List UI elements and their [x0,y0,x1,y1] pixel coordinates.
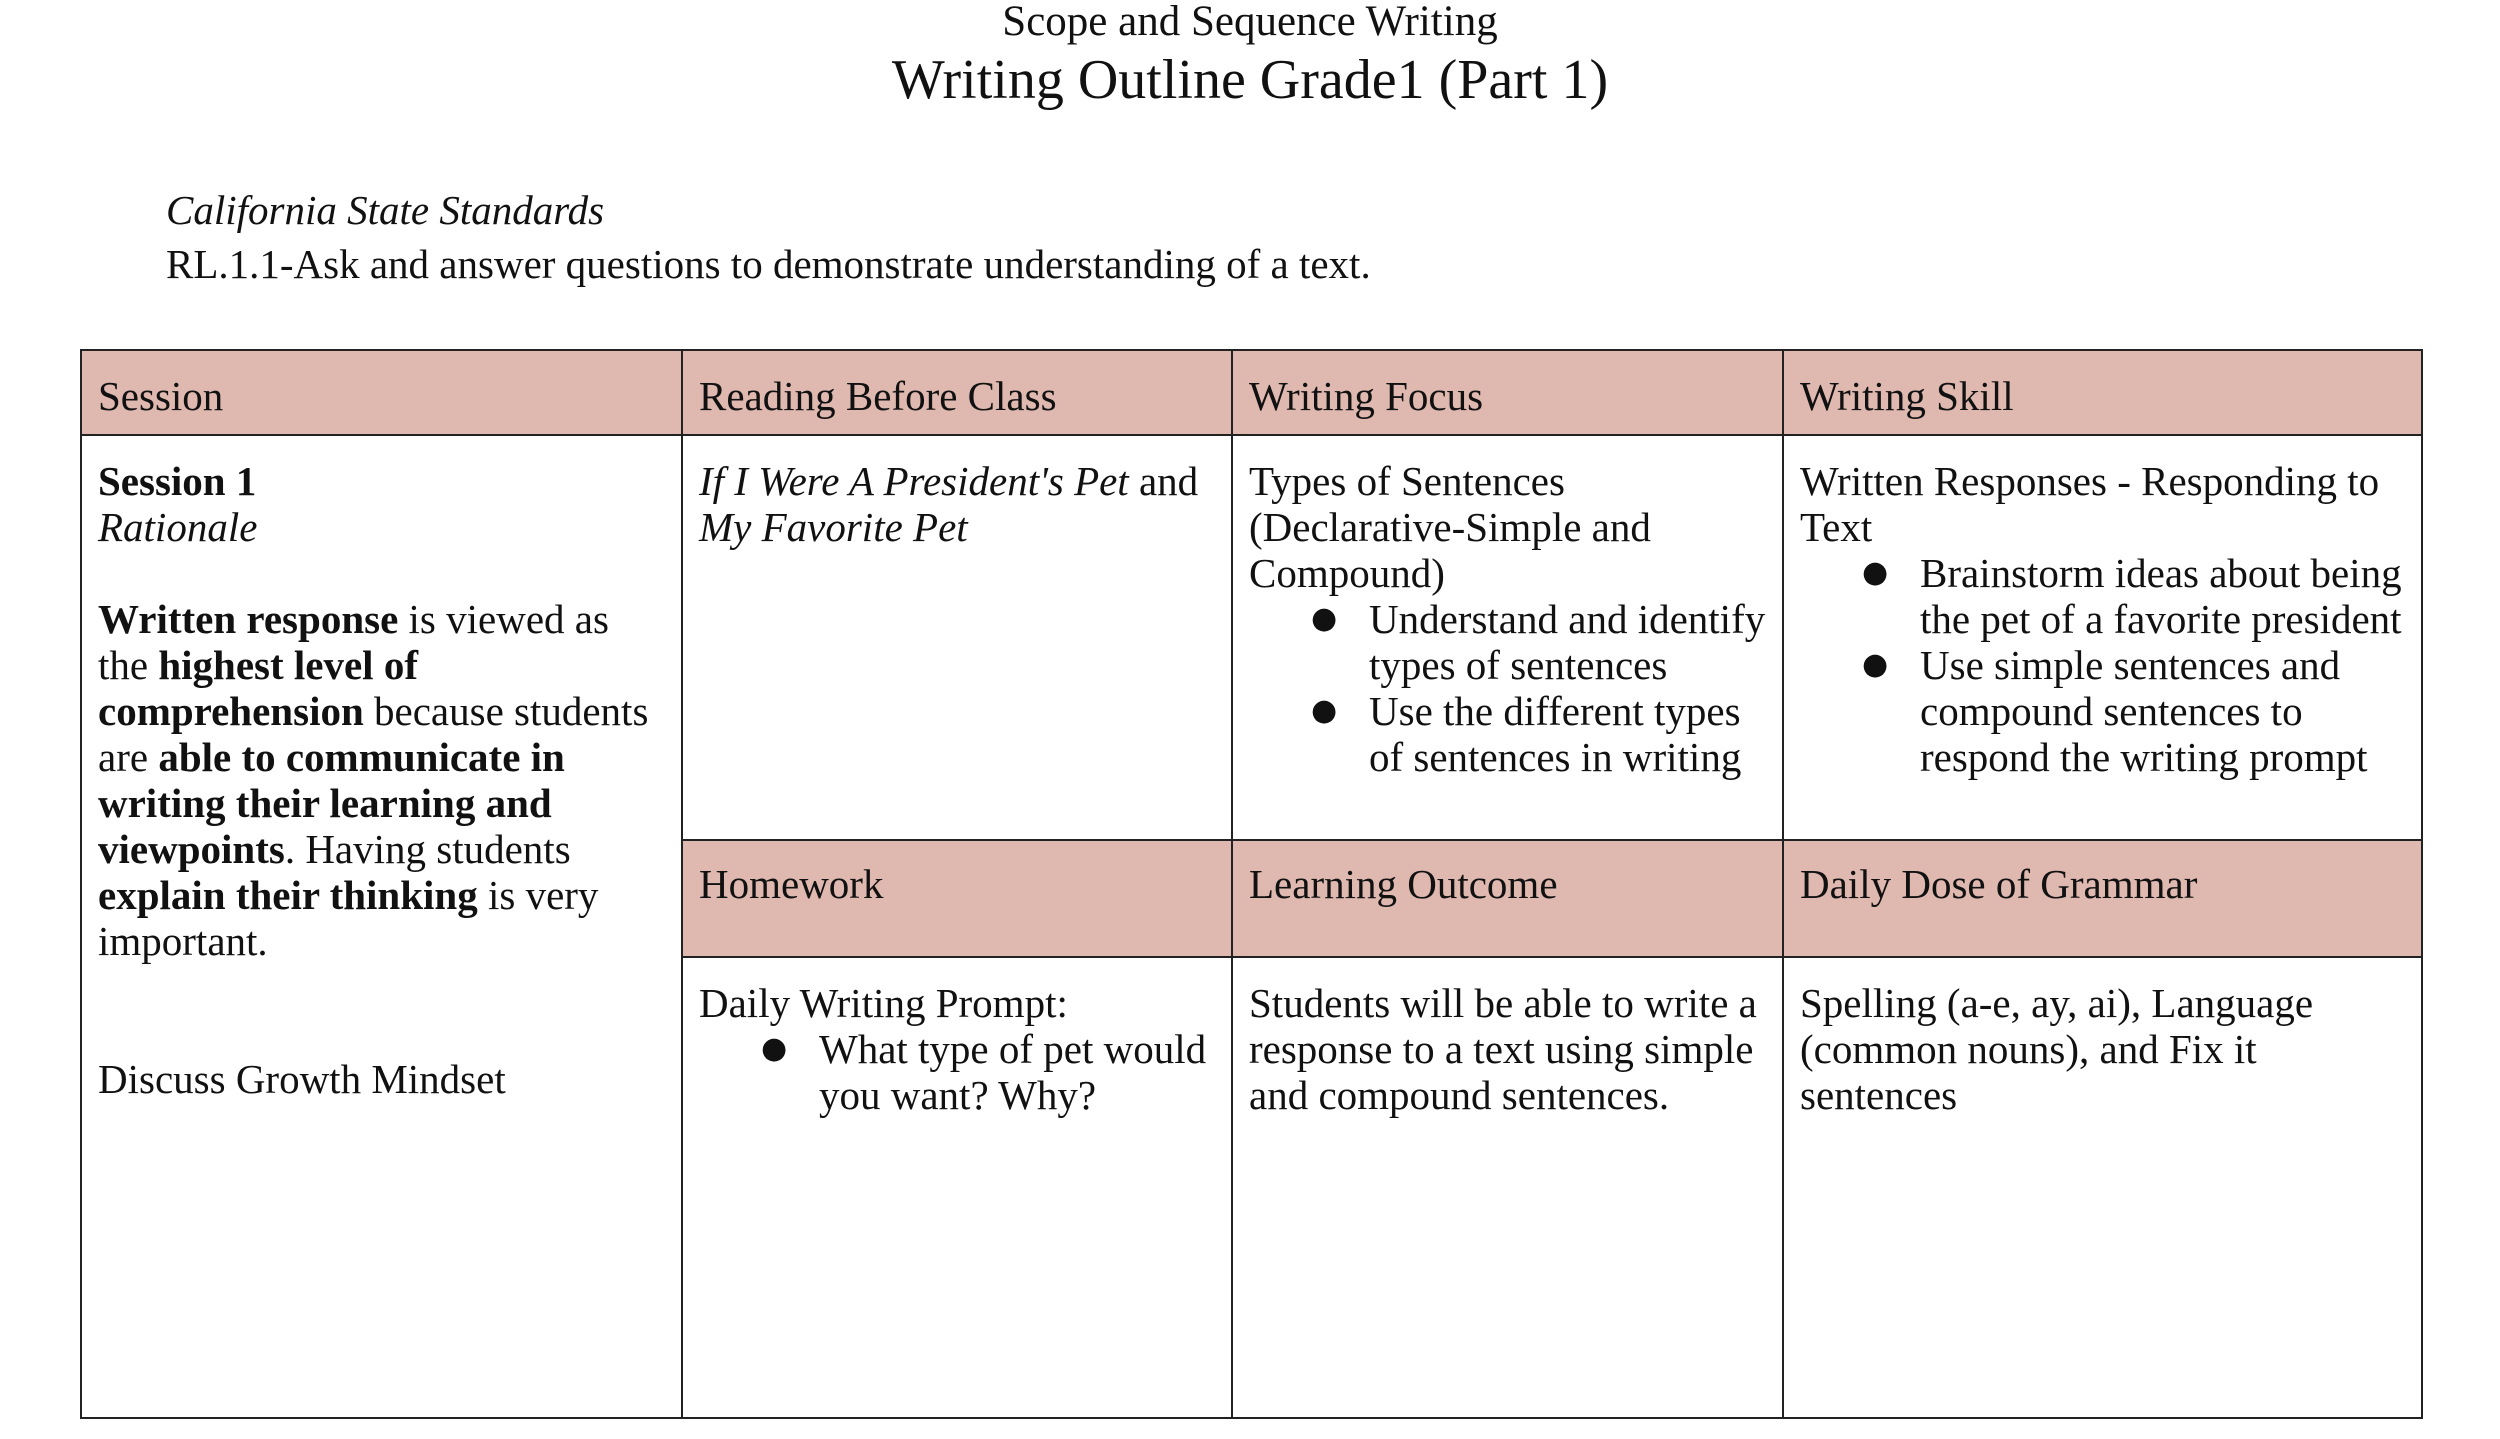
homework-title: Daily Writing Prompt: [699,980,1068,1026]
header-reading-label: Reading Before Class [699,373,1057,419]
bullet-icon: ● [1862,647,1889,682]
standards-text: RL.1.1-Ask and answer questions to demonstrate understanding of a text. [166,241,1371,287]
header-outcome-label: Learning Outcome [1249,861,1558,907]
grammar-text: Spelling (a-e, ay, ai), Language (common nouns), and Fix it sentences [1800,980,2314,1118]
bullet-icon: ● [761,1031,788,1066]
header-grammar-label: Daily Dose of Grammar [1800,861,2198,907]
rationale-part: . Having students [284,826,571,872]
skill-title: Written Responses - Responding to Text [1800,458,2380,550]
list-item-text: Use simple sentences and compound sentences to respond the writing prompt [1920,642,2368,780]
list-item-text: Understand and identify types of sentences [1369,596,1766,688]
header-focus [1232,350,1783,435]
session-cell [81,435,682,1418]
rationale-label: Rationale [98,504,258,550]
session-row-top [81,435,2422,840]
header-outcome [1232,840,1783,957]
reading-text [683,436,1231,550]
rationale-part: able to communicate in writing their learning and viewpoints [98,734,565,872]
bullet-icon: ● [1862,555,1889,590]
rationale-part: explain their thinking [98,872,478,918]
header-homework-label: Homework [699,861,884,907]
reading-cell [682,435,1232,840]
list-item [1800,550,2405,642]
list-item-text: Use the different types of sentences in writing [1369,688,1742,780]
list-item [1800,642,2405,780]
header-focus-label: Writing Focus [1249,373,1484,419]
document-title: Writing Outline Grade1 (Part 1) [891,49,1609,111]
rationale-part: Written response [98,596,399,642]
list-item [699,1026,1215,1118]
rationale-part: because students are [98,688,649,780]
header-reading [682,350,1232,435]
list-item [1249,688,1766,780]
header-grammar [1783,840,2422,957]
session-title: Session 1 [98,458,257,504]
bullet-icon: ● [1311,601,1338,636]
rationale-text [98,596,665,964]
focus-title: Types of Sentences (Declarative-Simple and Compound) [1249,458,1651,596]
standards-heading: California State Standards [166,187,605,233]
focus-cell [1232,435,1783,840]
list-item [1249,596,1766,688]
growth-mindset-text: Discuss Growth Mindset [98,1056,506,1102]
header-row [81,350,2422,435]
document-supertitle: Scope and Sequence Writing [1002,0,1498,45]
rationale-part: is very important. [98,872,599,964]
bullet-icon: ● [1311,693,1338,728]
header-session-label: Session [98,373,224,419]
homework-cell [682,957,1232,1418]
homework-bullet-list [699,1026,1215,1118]
rationale-part: highest level of comprehension [98,642,418,734]
header-skill-label: Writing Skill [1800,373,2014,419]
reading-book-1: If I Were A President's Pet [699,458,1129,504]
rationale-part: is viewed as the [98,596,609,688]
skill-bullet-list [1800,550,2405,780]
focus-bullet-list [1249,596,1766,780]
list-item-text: Brainstorm ideas about being the pet of a favorite president [1920,550,2402,642]
writing-outline-table [80,349,2423,1419]
list-item-text: What type of pet would you want? Why? [819,1026,1207,1118]
header-session [81,350,682,435]
grammar-cell [1783,957,2422,1418]
outcome-text: Students will be able to write a response to a text using simple and compound sentences. [1249,980,1757,1118]
outcome-cell [1232,957,1783,1418]
header-homework [682,840,1232,957]
header-skill [1783,350,2422,435]
reading-book-2: My Favorite Pet [699,504,968,550]
reading-connector: and [1128,458,1199,504]
skill-cell [1783,435,2422,840]
